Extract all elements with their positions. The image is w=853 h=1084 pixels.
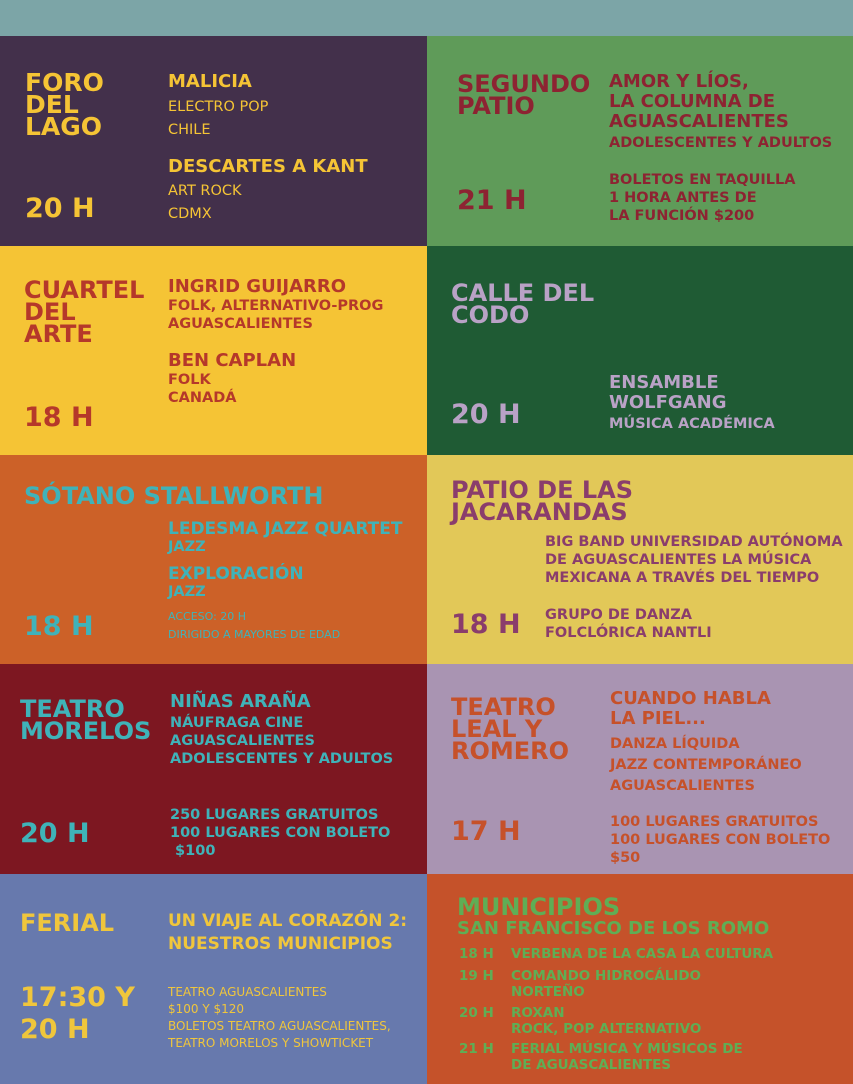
venue-name: MUNICIPIOS: [457, 893, 621, 921]
event-title: AMOR Y LÍOS, LA COLUMNA DE AGUASCALIENTES: [609, 71, 789, 132]
cell-cuartel-del-arte: [0, 246, 427, 455]
schedule-act: ROXAN ROCK, POP ALTERNATIVO: [511, 1005, 702, 1037]
cell-foro-del-lago: [0, 36, 427, 246]
venue-name: TEATRO LEAL Y ROMERO: [451, 693, 570, 765]
event-title: ENSAMBLE WOLFGANG: [609, 372, 727, 413]
event-title: CUANDO HABLA LA PIEL...: [610, 688, 771, 729]
event-details: FOLK, ALTERNATIVO-PROG AGUASCALIENTES: [168, 298, 384, 332]
ticket-info: 250 LUGARES GRATUITOS 100 LUGARES CON BOLETO $100: [170, 807, 391, 859]
event-time: 20 H: [20, 818, 90, 849]
event-time: 20 H: [451, 399, 521, 430]
event-title: LEDESMA JAZZ QUARTET: [168, 519, 403, 539]
event-info: TEATRO AGUASCALIENTES $100 Y $120 BOLETOS TEATRO AGUASCALIENTES, TEATRO MORELOS Y SHOWTICKET: [168, 985, 391, 1050]
event-time: 17:30 Y 20 H: [20, 982, 135, 1045]
event-title: EXPLORACIÓN: [168, 564, 304, 584]
venue-name: CALLE DEL CODO: [451, 279, 595, 329]
event-time: 17 H: [451, 816, 521, 847]
venue-name: SEGUNDO PATIO: [457, 70, 591, 120]
event-audience: ADOLESCENTES Y ADULTOS: [609, 135, 833, 151]
event-title: DESCARTES A KANT: [168, 156, 368, 177]
event-title: GRUPO DE DANZA FOLCLÓRICA NANTLI: [545, 607, 712, 641]
cell-teatro-morelos: [0, 664, 427, 874]
event-title: UN VIAJE AL CORAZÓN 2: NUESTROS MUNICIPIOS: [168, 911, 408, 954]
top-banner: [0, 0, 853, 36]
schedule-act: COMANDO HIDROCÁLIDO NORTEÑO: [511, 968, 702, 1000]
ticket-info: 100 LUGARES GRATUITOS 100 LUGARES CON BOLETO $50: [610, 814, 831, 866]
ticket-info: BOLETOS EN TAQUILLA 1 HORA ANTES DE LA FUNCIÓN $200: [609, 172, 796, 224]
venue-name: FERIAL: [20, 909, 115, 937]
event-time: 20 H: [25, 193, 95, 224]
event-details: JAZZ: [168, 584, 206, 600]
cell-sotano-stallworth: [0, 455, 427, 664]
event-details: ELECTRO POP CHILE: [168, 99, 269, 138]
venue-name: TEATRO MORELOS: [20, 695, 152, 745]
venue-name: SÓTANO STALLWORTH: [24, 482, 324, 510]
cell-teatro-leal-y-romero: [427, 664, 853, 874]
event-time: 21 H: [457, 185, 527, 216]
event-details: JAZZ: [168, 539, 206, 555]
event-time: 18 H: [24, 402, 94, 433]
venue-name: PATIO DE LAS JACARANDAS: [451, 476, 633, 526]
cell-ferial: [0, 874, 427, 1084]
event-genre: MÚSICA ACADÉMICA: [609, 416, 775, 432]
event-time: 18 H: [451, 609, 521, 640]
schedule-time: 19 H: [459, 968, 494, 984]
event-title: MALICIA: [168, 71, 252, 92]
venue-subtitle: SAN FRANCISCO DE LOS ROMO: [457, 918, 770, 939]
event-title: INGRID GUIJARRO: [168, 276, 347, 297]
schedule-act: VERBENA DE LA CASA LA CULTURA: [511, 946, 774, 962]
schedule-time: 20 H: [459, 1005, 494, 1021]
schedule-time: 21 H: [459, 1041, 494, 1057]
event-title: BEN CAPLAN: [168, 350, 297, 371]
event-details: DANZA LÍQUIDA JAZZ CONTEMPORÁNEO AGUASCALIENTES: [610, 736, 802, 794]
cell-segundo-patio: [427, 36, 853, 246]
schedule-time: 18 H: [459, 946, 494, 962]
event-title: NIÑAS ARAÑA: [170, 691, 311, 712]
event-time: 18 H: [24, 611, 94, 642]
event-details: ART ROCK CDMX: [168, 183, 242, 222]
cell-patio-de-las-jacarandas: [427, 455, 853, 664]
event-notes: ACCESO: 20 H DIRIGIDO A MAYORES DE EDAD: [168, 610, 341, 641]
event-title: BIG BAND UNIVERSIDAD AUTÓNOMA DE AGUASCALIENTES LA MÚSICA MEXICANA A TRAVÉS DEL TIEMPO: [545, 534, 843, 586]
venue-name: FORO DEL LAGO: [25, 68, 104, 141]
schedule-act: FERIAL MÚSICA Y MÚSICOS DE DE AGUASCALIENTES: [511, 1041, 743, 1073]
event-details: FOLK CANADÁ: [168, 372, 237, 406]
cell-calle-del-codo: [427, 246, 853, 455]
cell-municipios: [427, 874, 853, 1084]
event-details: NÁUFRAGA CINE AGUASCALIENTES ADOLESCENTES Y ADULTOS: [170, 715, 394, 767]
venue-name: CUARTEL DEL ARTE: [24, 276, 145, 348]
